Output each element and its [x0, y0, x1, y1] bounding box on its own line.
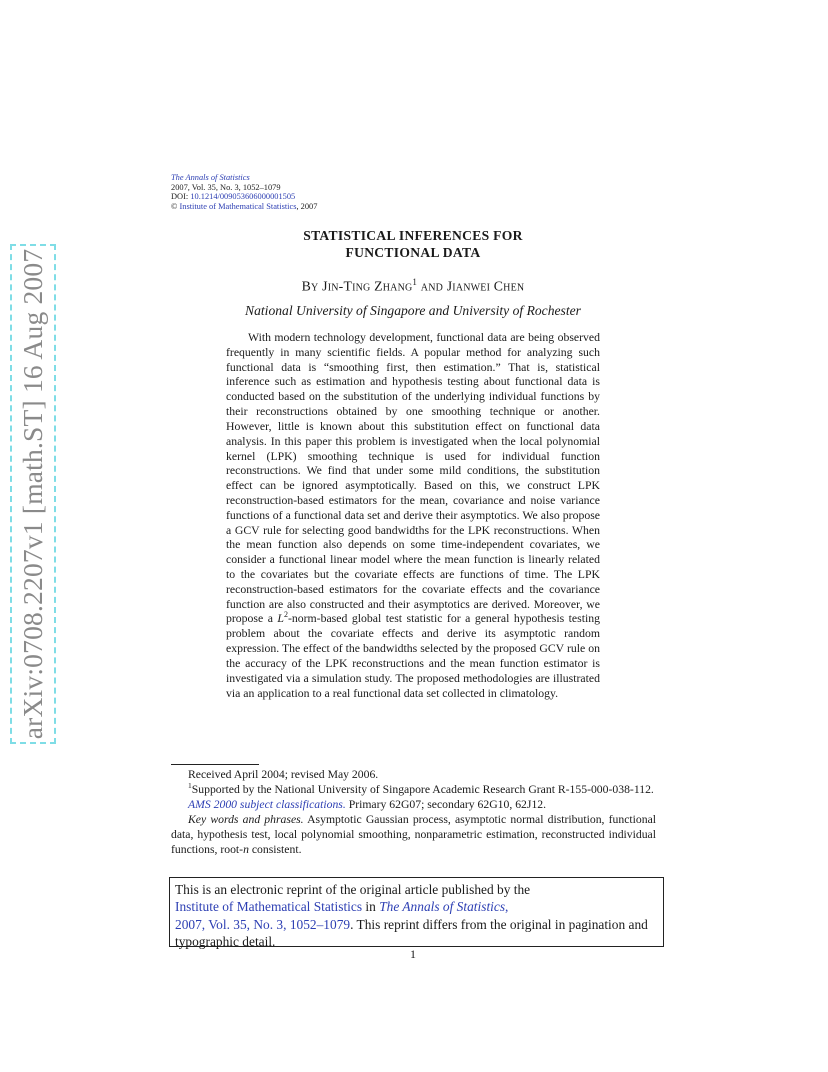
- authors-conjunction: and: [417, 278, 447, 294]
- journal-volume: 2007, Vol. 35, No. 3, 1052–1079: [171, 182, 281, 192]
- arxiv-id: arXiv:0708.2207v1 [math.ST] 16 Aug 2007: [17, 248, 48, 740]
- keywords-label: Key words and phrases.: [188, 813, 304, 827]
- title-line-2: FUNCTIONAL DATA: [345, 245, 481, 260]
- ams-classification-text: Primary 62G07; secondary 62G10, 62J12.: [345, 798, 547, 812]
- copyright-year: , 2007: [296, 201, 318, 211]
- author-1-footnote-mark: 1: [412, 277, 418, 287]
- ims-link[interactable]: Institute of Mathematical Statistics: [179, 201, 297, 211]
- keywords-text: Asymptotic Gaussian process, asymptotic normal distribution, functional data, hypothesis test, local polynomial smoothing, nonparametric estimation, reconstructed individual functions, root-: [171, 813, 656, 857]
- copyright-symbol: ©: [171, 201, 178, 211]
- authors-prefix: By: [301, 278, 323, 294]
- abstract-math-superscript: 2: [283, 610, 288, 620]
- abstract-text-2: -norm-based global test statistic for a general hypothesis testing problem about the covariate effects and derive its asymptotic random expression. The effect of the bandwidths selected by the proposed GCV rule on the accuracy of the LPK reconstructions and the mean function estimator is investigated via a simulation study. The proposed methodologies are illustrated via an application to a real functional data set collected in climatology.: [226, 612, 600, 700]
- reprint-volume-link[interactable]: 2007, Vol. 35, No. 3, 1052–1079: [175, 916, 351, 932]
- reprint-journal-link[interactable]: The Annals of Statistics: [379, 899, 506, 915]
- doi-link[interactable]: 10.1214/009053606000001505: [190, 192, 296, 202]
- affiliation: National University of Singapore and University of Rochester: [245, 303, 581, 318]
- reprint-text-1: This is an electronic reprint of the original article published by the: [175, 882, 531, 897]
- author-1: Jin-Ting Zhang: [322, 278, 413, 294]
- page-number: 1: [410, 947, 416, 961]
- footnotes: [171, 767, 656, 858]
- abstract-math-symbol: L: [277, 612, 284, 626]
- abstract: [226, 331, 600, 701]
- support-footnote-mark: 1: [188, 781, 192, 791]
- doi-label: DOI:: [171, 192, 191, 202]
- title-line-1: STATISTICAL INFERENCES FOR: [303, 228, 523, 243]
- author-2: Jianwei Chen: [446, 278, 525, 294]
- reprint-text-3: . This reprint differs from the original in pagination and typographic detail.: [175, 916, 648, 949]
- reprint-ims-link[interactable]: Institute of Mathematical Statistics: [175, 899, 363, 915]
- reprint-text-2: in: [362, 899, 380, 915]
- journal-name-link[interactable]: The Annals of Statistics: [171, 173, 250, 182]
- keywords-variable: n: [243, 843, 249, 857]
- journal-header: [171, 173, 317, 211]
- footnote-rule: [171, 764, 259, 765]
- arxiv-identifier-stamp: [10, 244, 56, 744]
- ams-classification-link[interactable]: AMS 2000 subject classifications.: [188, 798, 346, 812]
- received-dates: Received April 2004; revised May 2006.: [188, 768, 379, 781]
- author-line: [170, 277, 656, 295]
- reprint-comma: ,: [505, 899, 509, 915]
- keywords-text-end: consistent.: [248, 843, 302, 857]
- reprint-notice-box: [169, 877, 664, 947]
- paper-title: [170, 227, 656, 261]
- abstract-text-1: With modern technology development, functional data are being observed frequently in many scientific fields. A popular method for analyzing such functional data is “smoothing first, then estimation.” That is, statistical inference such as estimation and hypothesis testing about functional data is conducted based on the substitution of the underlying individual functions by their reconstructions obtained by one smoothing technique or another. However, little is known about this substitution effect on functional data analysis. In this paper this problem is investigated when the local polynomial kernel (LPK) smoothing technique is used for individual function reconstructions. We find that under some mild conditions, the substitution effect can be ignored asymptotically. Based on this, we construct LPK reconstruction-based estimators for the mean, covariance and noise variance functions of a functional data set and derive their asymptotics. We also propose a GCV rule for selecting good bandwidths for the LPK reconstructions. When the mean function also depends on some time-independent covariates, we consider a functional linear model where the mean function is linearly related to the covariates but the covariate effects are functions of time. The LPK reconstruction-based estimators for the covariate effects and the covariance function are also constructed and their asymptotics are derived. Moreover, we propose a: [226, 331, 600, 626]
- support-note: Supported by the National University of Singapore Academic Research Grant R-155-000-038-112.: [191, 783, 654, 797]
